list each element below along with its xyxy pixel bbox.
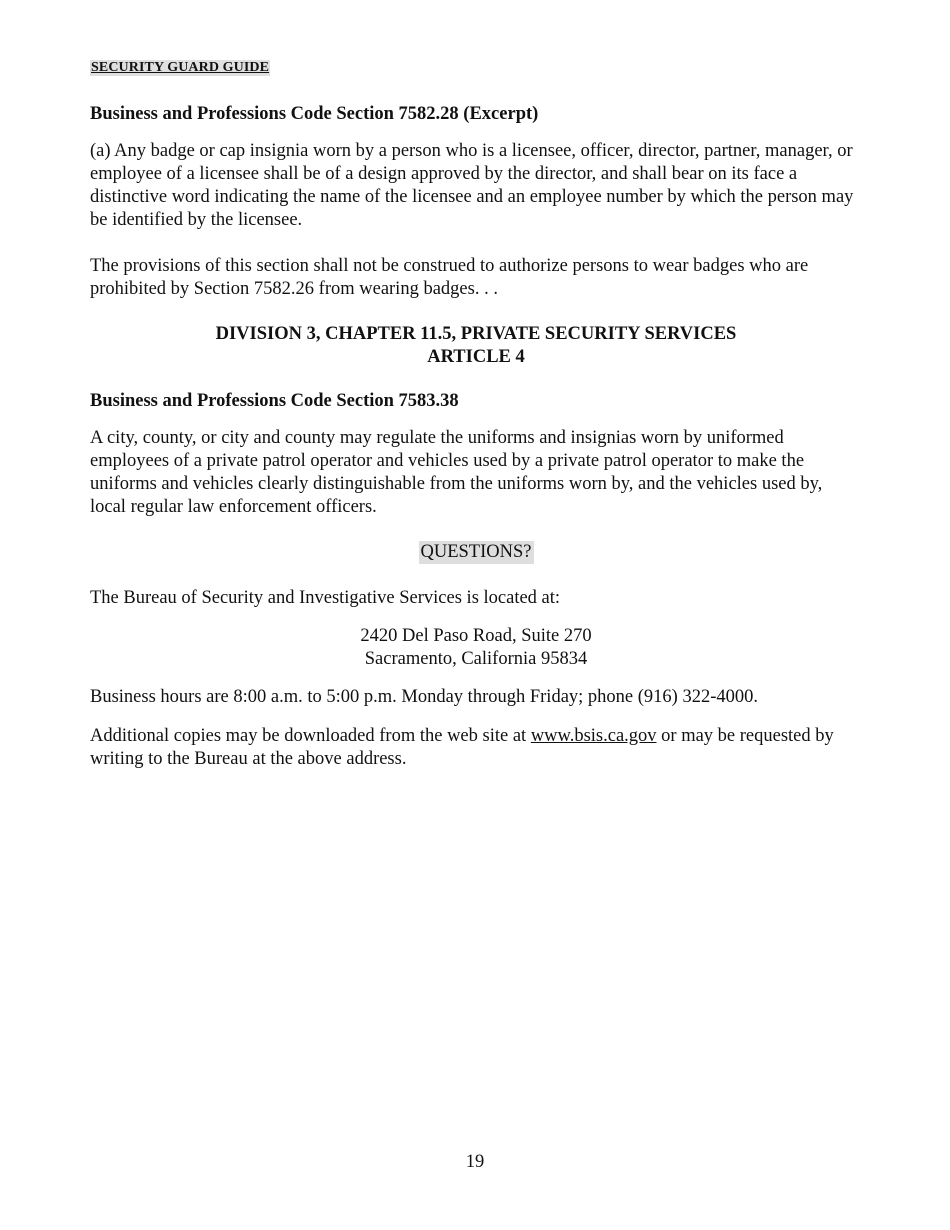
- guide-header-label: SECURITY GUARD GUIDE: [91, 60, 270, 75]
- article-heading: ARTICLE 4: [427, 347, 525, 367]
- additional-copies-text-after: or may be requested by writing to the Bureau at the above address.: [90, 726, 834, 769]
- division-heading: DIVISION 3, CHAPTER 11.5, PRIVATE SECURITY SERVICES: [215, 324, 737, 344]
- document-page: [90, 56, 862, 771]
- business-hours: Business hours are 8:00 a.m. to 5:00 p.m. Monday through Friday; phone (916) 322-4000.: [90, 687, 758, 707]
- questions-heading: QUESTIONS?: [420, 542, 532, 562]
- additional-copies: [90, 725, 862, 771]
- questions-heading-wrap: [90, 541, 862, 564]
- address-line-1: 2420 Del Paso Road, Suite 270: [360, 626, 592, 646]
- bureau-intro: The Bureau of Security and Investigative Services is located at:: [90, 588, 561, 608]
- guide-header: [90, 56, 862, 76]
- section-7583-38-paragraph: A city, county, or city and county may regulate the uniforms and insignias worn by uniformed employees of a private patrol operator and vehicles used by a private patrol operator to make the uniforms and vehicles clearly distinguishable from the uniforms worn by, and the vehicles used by, local regular law enforcement officers.: [90, 428, 823, 517]
- bsis-website-link[interactable]: www.bsis.ca.gov: [530, 726, 657, 746]
- additional-copies-text-before: Additional copies may be downloaded from the web site at: [90, 726, 531, 746]
- section-7582-28-heading: Business and Professions Code Section 7582.28 (Excerpt): [90, 104, 539, 124]
- section-7582-28-paragraph-a: (a) Any badge or cap insignia worn by a person who is a licensee, officer, director, partner, manager, or employee of a licensee shall be of a design approved by the director, and shall bear on its face a distinctive word indicating the name of the licensee and an employee number by which the person may be identified by the licensee.: [90, 141, 854, 230]
- address-line-2: Sacramento, California 95834: [364, 649, 588, 669]
- section-7583-38-heading: Business and Professions Code Section 7583.38: [90, 391, 459, 411]
- section-7582-28-provisions: The provisions of this section shall not be construed to authorize persons to wear badges who are prohibited by Section 7582.26 from wearing badges. . .: [90, 256, 809, 299]
- page-number: 19: [465, 1152, 485, 1172]
